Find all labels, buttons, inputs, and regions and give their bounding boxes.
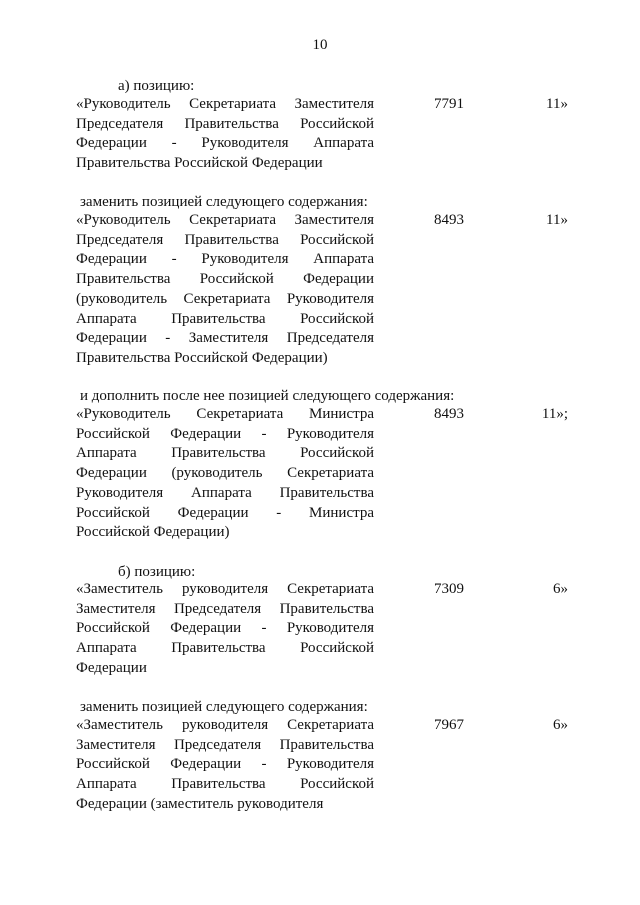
position-grade: 6» (553, 717, 568, 733)
replace-intro-1: заменить позицией следующего содержания: (80, 194, 368, 210)
position-grade: 11»; (541, 406, 568, 422)
position-code: 8493 (434, 212, 464, 228)
position-grade: 6» (553, 581, 568, 597)
position-code: 7967 (434, 717, 464, 733)
position-description: «Руководитель Секретариата Заместителя Председателя Правительства Российской Федерации - Руководителя Аппарата Правительства Российской Федерации (76, 96, 374, 172)
page-number: 10 (312, 37, 328, 53)
supplement-intro: и дополнить после нее позицией следующего содержания: (80, 388, 455, 404)
position-code: 8493 (434, 406, 464, 422)
position-entry-a-added (76, 405, 576, 541)
position-code: 7309 (434, 581, 464, 597)
position-grade: 11» (546, 96, 568, 112)
position-description: «Заместитель руководителя Секретариата Заместителя Председателя Правительства Российской Федерации - Руководителя Аппарата Правительства Российской Федерации (76, 581, 374, 676)
position-entry-a-old (76, 95, 576, 172)
position-entry-a-new (76, 211, 576, 366)
section-b-intro: б) позицию: (118, 564, 196, 580)
replace-intro-2: заменить позицией следующего содержания: (80, 699, 368, 715)
position-description: «Заместитель руководителя Секретариата Заместителя Председателя Правительства Российской Федерации - Руководителя Аппарата Правительства Российской Федерации (заместитель руководителя (76, 717, 374, 812)
position-description: «Руководитель Секретариата Министра Российской Федерации - Руководителя Аппарата Правительства Российской Федерации (руководитель Секретариата Руководителя Аппарата Правительства Российской Федерации - Министра Российской Федерации) (76, 406, 374, 541)
position-description: «Руководитель Секретариата Заместителя Председателя Правительства Российской Федерации - Руководителя Аппарата Правительства Российской Федерации (руководитель Секретариата Руководителя Аппарата Правительства Российской Федерации - Заместителя Председателя Правительства Российской Федерации) (76, 212, 374, 366)
position-code: 7791 (434, 96, 464, 112)
position-grade: 11» (546, 212, 568, 228)
position-entry-b-new (76, 716, 576, 812)
position-entry-b-old (76, 580, 576, 676)
section-a-intro: а) позицию: (118, 78, 195, 94)
